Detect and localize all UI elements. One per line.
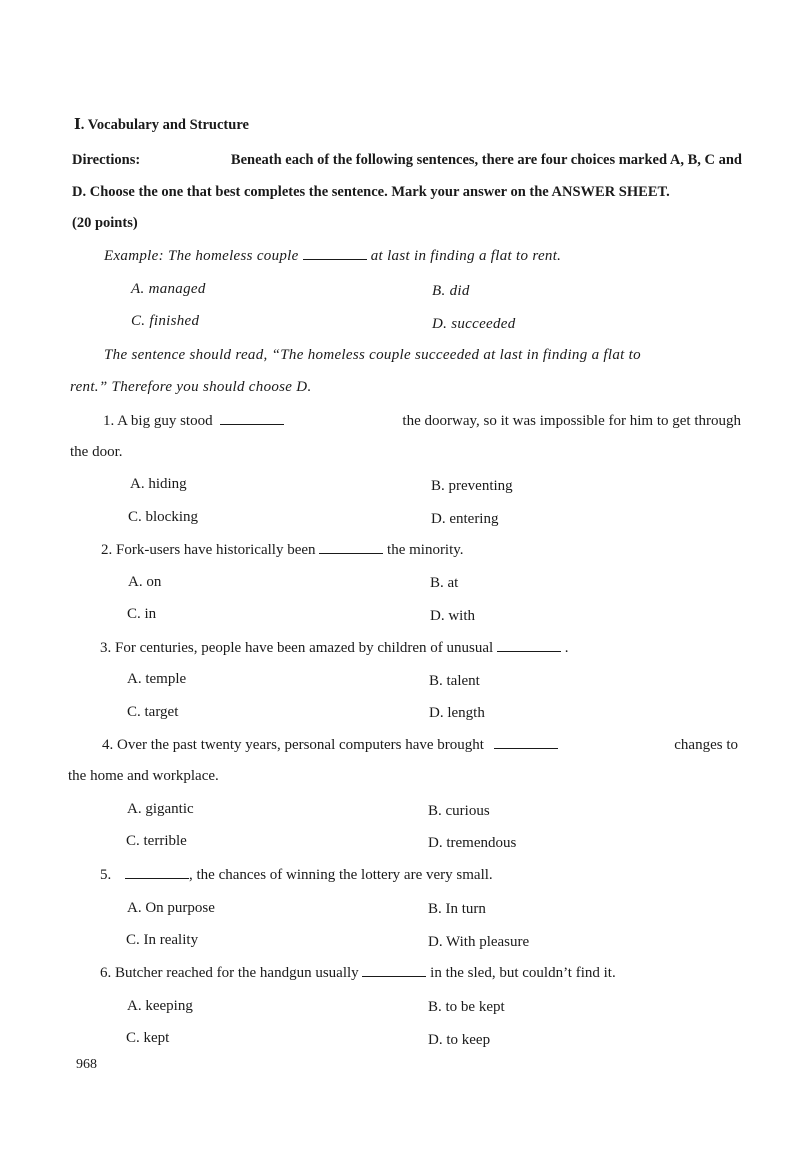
question-5-stem-after: , the chances of winning the lottery are very small. bbox=[189, 867, 493, 883]
question-2-blank bbox=[319, 541, 383, 554]
question-3-option-d: D. length bbox=[429, 705, 485, 721]
directions-label: Directions: bbox=[72, 152, 141, 168]
example-option-b: B. did bbox=[432, 283, 470, 299]
question-4-stem-cont: the home and workplace. bbox=[68, 768, 219, 784]
question-4-stem bbox=[102, 735, 738, 755]
question-6-option-a: A. keeping bbox=[127, 998, 193, 1014]
question-4-stem-before: 4. Over the past twenty years, personal computers have brought bbox=[102, 737, 484, 753]
question-1-option-d: D. entering bbox=[431, 511, 499, 527]
question-4-option-c: C. terrible bbox=[126, 833, 187, 849]
question-1-blank bbox=[220, 412, 284, 425]
question-1-stem-after: the doorway, so it was impossible for him to get through bbox=[402, 413, 741, 429]
section-numeral: Ⅰ. bbox=[74, 117, 85, 133]
question-2-option-a: A. on bbox=[128, 574, 162, 590]
question-1-stem-before: 1. A big guy stood bbox=[103, 413, 213, 429]
points-note: (20 points) bbox=[72, 215, 138, 231]
example-label: Example: bbox=[104, 248, 164, 264]
example-explanation-1: The sentence should read, “The homeless couple succeeded at last in finding a flat to bbox=[104, 347, 641, 363]
example-explanation-2: rent.” Therefore you should choose D. bbox=[70, 379, 312, 395]
question-2-option-c: C. in bbox=[127, 606, 157, 622]
example-stem-after: at last in finding a flat to rent. bbox=[370, 248, 562, 264]
question-6-stem-before: 6. Butcher reached for the handgun usually bbox=[100, 965, 359, 981]
question-4-option-a: A. gigantic bbox=[127, 801, 194, 817]
question-5-option-b: B. In turn bbox=[428, 901, 486, 917]
question-6-stem-after: in the sled, but couldn’t find it. bbox=[430, 965, 616, 981]
question-3-option-c: C. target bbox=[127, 704, 179, 720]
question-2-stem-after: the minority. bbox=[387, 542, 464, 558]
question-5-option-d: D. With pleasure bbox=[428, 934, 530, 950]
section-title-text: Vocabulary and Structure bbox=[87, 117, 249, 133]
question-3-stem bbox=[100, 638, 568, 658]
question-4-option-d: D. tremendous bbox=[428, 835, 517, 851]
question-5-stem-before: 5. bbox=[100, 867, 112, 883]
question-3-stem-before: 3. For centuries, people have been amazed by children of unusual bbox=[100, 640, 494, 656]
example-option-a: A. managed bbox=[131, 281, 206, 297]
question-6-option-d: D. to keep bbox=[428, 1032, 491, 1048]
question-2-stem bbox=[101, 540, 464, 560]
directions-text-1: Beneath each of the following sentences, there are four choices marked A, B, C and bbox=[230, 152, 742, 168]
question-2-option-d: D. with bbox=[430, 608, 475, 624]
question-6-option-b: B. to be kept bbox=[428, 999, 505, 1015]
question-5-option-c: C. In reality bbox=[126, 932, 199, 948]
question-4-stem-after: changes to bbox=[674, 737, 738, 753]
question-4-blank bbox=[494, 736, 558, 749]
question-2-option-b: B. at bbox=[430, 575, 459, 591]
question-3-option-a: A. temple bbox=[127, 671, 187, 687]
example-option-c: C. finished bbox=[131, 313, 200, 329]
question-4-option-b: B. curious bbox=[428, 803, 490, 819]
question-2-stem-before: 2. Fork-users have historically been bbox=[101, 542, 316, 558]
question-1-option-b: B. preventing bbox=[431, 478, 513, 494]
question-5-stem bbox=[100, 865, 493, 885]
question-6-option-c: C. kept bbox=[126, 1030, 170, 1046]
question-1-stem-cont: the door. bbox=[70, 444, 123, 460]
question-6-stem bbox=[100, 963, 616, 983]
question-3-blank bbox=[497, 639, 561, 652]
question-1-option-a: A. hiding bbox=[130, 476, 187, 492]
question-1-stem bbox=[103, 411, 741, 431]
example-stem bbox=[104, 246, 561, 266]
question-6-blank bbox=[362, 964, 426, 977]
page-number: 968 bbox=[76, 1057, 97, 1072]
directions-line-1 bbox=[72, 150, 742, 170]
question-3-stem-after: . bbox=[564, 640, 569, 656]
directions-line-2: D. Choose the one that best completes the sentence. Mark your answer on the ANSWER SHEET. bbox=[72, 184, 670, 200]
section-title bbox=[74, 115, 249, 135]
example-blank bbox=[303, 247, 367, 260]
example-option-d: D. succeeded bbox=[432, 316, 516, 332]
question-3-option-b: B. talent bbox=[429, 673, 480, 689]
question-5-option-a: A. On purpose bbox=[127, 900, 215, 916]
question-1-option-c: C. blocking bbox=[128, 509, 198, 525]
example-stem-before: The homeless couple bbox=[167, 248, 299, 264]
question-5-blank bbox=[125, 866, 189, 879]
